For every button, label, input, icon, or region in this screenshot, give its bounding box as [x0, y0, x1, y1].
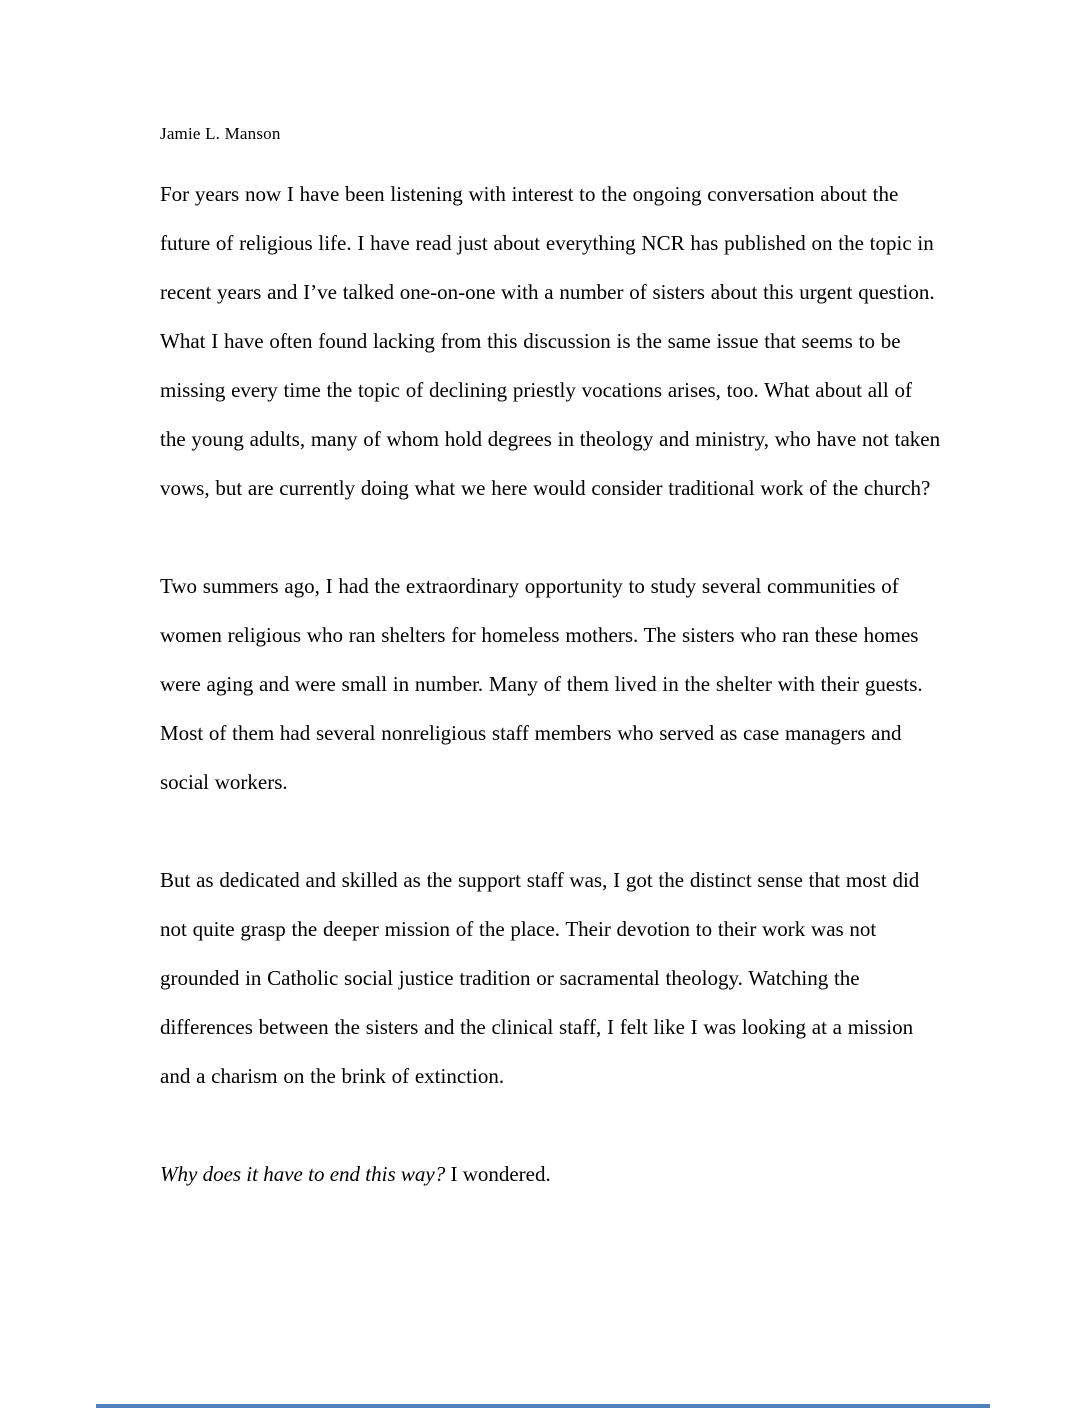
document-content [160, 124, 942, 1199]
page-bottom-rule [96, 1404, 990, 1408]
closing-line [160, 1150, 942, 1199]
body-paragraph-2: Two summers ago, I had the extraordinary opportunity to study several communities of women religious who ran shelters for homeless mothers. The sisters who ran these homes were aging and were small in number. Many of them lived in the shelter with their guests. Most of them had several nonreligious staff members who served as case managers and social workers. [160, 574, 923, 794]
author-byline: Jamie L. Manson [160, 124, 281, 143]
closing-line-regular: I wondered. [445, 1162, 551, 1186]
closing-line-italic: Why does it have to end this way? [160, 1162, 446, 1186]
body-paragraph-1: For years now I have been listening with interest to the ongoing conversation about the future of religious life. I have read just about everything NCR has published on the topic in recent years and I’ve talked one-on-one with a number of sisters about this urgent question. What I have often found lacking from this discussion is the same issue that seems to be missing every time the topic of declining priestly vocations arises, too. What about all of the young adults, many of whom hold degrees in theology and ministry, who have not taken vows, but are currently doing what we here would consider traditional work of the church? [160, 182, 941, 500]
body-paragraph-3: But as dedicated and skilled as the support staff was, I got the distinct sense that most did not quite grasp the deeper mission of the place. Their devotion to their work was not grounded in Catholic social justice tradition or sacramental theology. Watching the differences between the sisters and the clinical staff, I felt like I was looking at a mission and a charism on the brink of extinction. [160, 868, 920, 1088]
